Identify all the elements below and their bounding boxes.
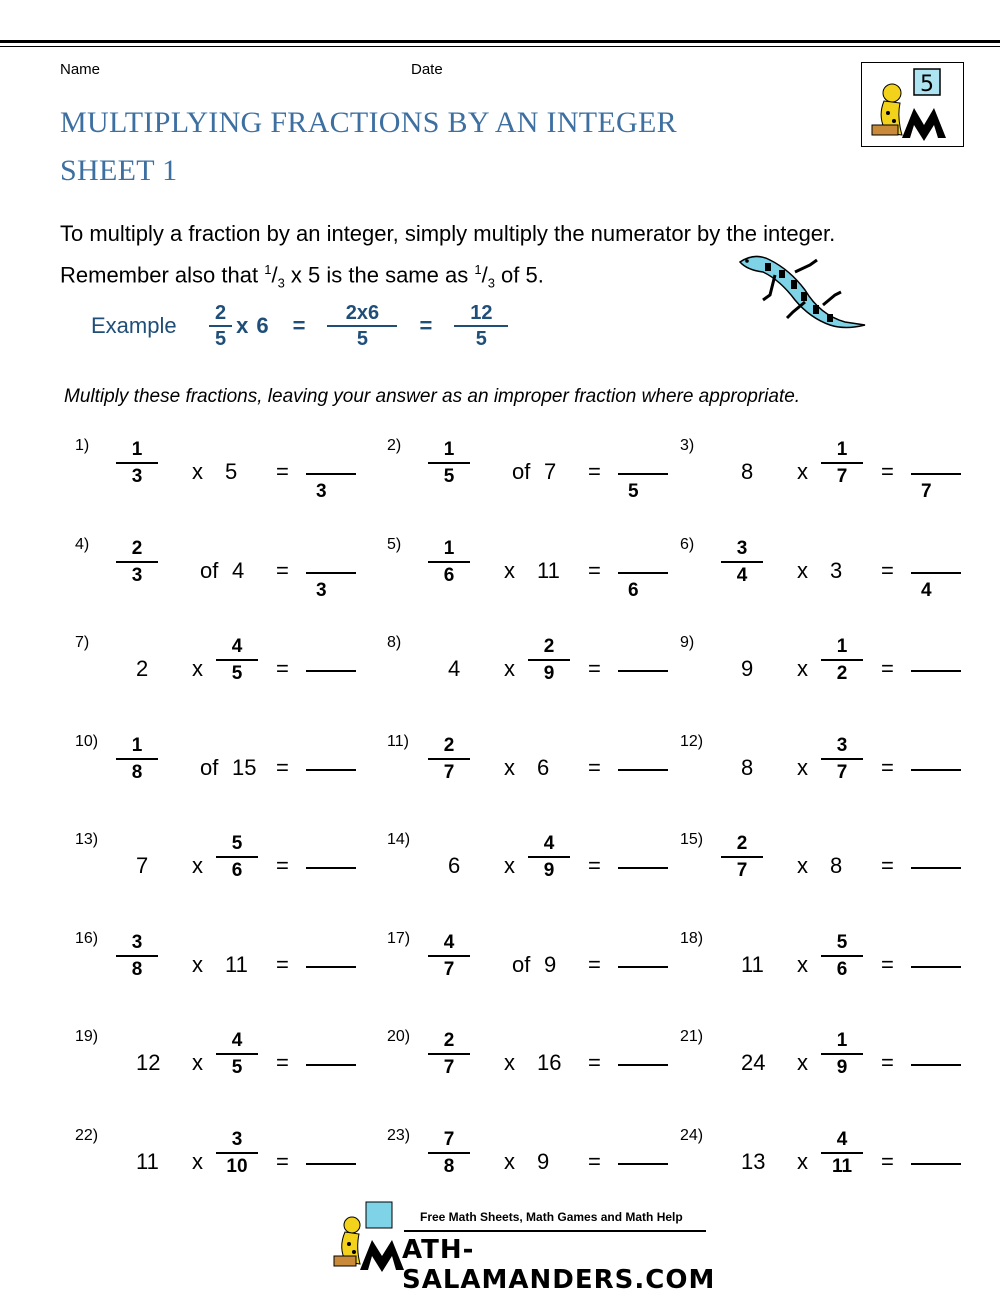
equals-sign: = [881,952,894,977]
integer-value: 3 [830,558,843,583]
question-number: 2) [387,437,402,454]
operator-times: x [797,656,808,681]
question-number: 22) [75,1127,99,1144]
equals-sign: = [276,1149,289,1174]
question-fraction [216,634,258,686]
equals-sign: = [276,755,289,780]
fraction-denominator: 8 [443,1156,455,1177]
question-12 [675,733,995,803]
fraction-denominator: 5 [231,663,243,684]
question-number: 5) [387,536,402,553]
question-18 [675,930,995,1000]
question-5 [382,536,702,606]
fraction-numerator: 5 [231,833,243,854]
grade-badge: 5 [920,72,934,97]
fraction-numerator: 4 [231,1030,243,1051]
answer-blank[interactable] [618,867,668,869]
question-number: 13) [75,831,99,848]
operator-times: x [797,459,808,484]
question-number: 3) [680,437,695,454]
integer-value: 8 [741,755,754,780]
fraction-denominator: 3 [131,466,143,487]
fraction-numerator: 7 [443,1129,455,1150]
footer-tagline: Free Math Sheets, Math Games and Math Help [420,1210,683,1224]
header-rule-thin [0,46,1000,47]
equals-sign: = [881,459,894,484]
fraction-denominator: 3 [131,565,143,586]
integer-value: 4 [448,656,461,681]
operator-of: of [200,755,219,780]
answer-blank[interactable] [618,769,668,771]
answer-blank[interactable] [618,1163,668,1165]
fraction-numerator: 4 [443,932,455,953]
question-fraction [721,536,763,588]
answer-blank[interactable] [306,966,356,968]
question-number: 23) [387,1127,411,1144]
fraction-denominator: 2 [836,663,848,684]
question-fraction [528,634,570,686]
answer-blank[interactable] [306,1163,356,1165]
integer-value: 9 [544,952,557,977]
question-number: 6) [680,536,695,553]
fraction-numerator: 2 [443,735,455,756]
example-fraction: $\frac{2}{5}$ [209,301,232,351]
integer-value: 11 [537,558,560,583]
answer-blank[interactable] [911,966,961,968]
equals-sign: = [881,558,894,583]
operator-times: x [504,656,515,681]
fraction-numerator: 1 [443,439,455,460]
fraction-numerator: 2 [443,1030,455,1051]
answer-blank[interactable] [911,572,961,574]
equals-sign: = [588,1149,601,1174]
equals-sign: = [588,755,601,780]
operator-times: x [797,558,808,583]
footer-logo [330,1200,716,1295]
answer-blank[interactable] [911,473,961,475]
question-fraction [116,437,158,489]
equals-sign: = [588,853,601,878]
question-fraction [821,930,863,982]
question-number: 21) [680,1028,704,1045]
equals-sign: = [588,1050,601,1075]
equals-sign: = [881,1149,894,1174]
fraction-numerator: 1 [443,538,455,559]
answer-blank[interactable] [306,769,356,771]
question-8 [382,634,702,704]
question-number: 17) [387,930,411,947]
fraction-numerator: 5 [836,932,848,953]
question-fraction [821,634,863,686]
integer-value: 6 [448,853,461,878]
operator-times: x [797,1149,808,1174]
operator-times: x [504,1050,515,1075]
operator-times: x [504,1149,515,1174]
equals-sign: = [276,1050,289,1075]
answer-denominator: 4 [921,580,932,601]
equals-sign: = [881,755,894,780]
fraction-numerator: 3 [736,538,748,559]
question-number: 9) [680,634,695,651]
question-fraction [216,1127,258,1179]
question-number: 24) [680,1127,704,1144]
question-22 [70,1127,390,1197]
answer-blank[interactable] [911,867,961,869]
question-number: 4) [75,536,90,553]
equals-sign: = [588,656,601,681]
equals-sign: = [276,952,289,977]
question-number: 19) [75,1028,99,1045]
integer-value: 7 [136,853,149,878]
integer-value: 5 [225,459,238,484]
question-7 [70,634,390,704]
fraction-numerator: 1 [131,439,143,460]
question-fraction [721,831,763,883]
question-fraction [428,733,470,785]
example-label: Example [91,313,177,338]
operator-times: x [192,853,203,878]
answer-blank[interactable] [911,1163,961,1165]
question-fraction [216,1028,258,1080]
fraction-numerator: 1 [836,439,848,460]
fraction-denominator: 7 [836,762,848,783]
integer-value: 7 [544,459,557,484]
fraction-numerator: 1 [836,636,848,657]
fraction-numerator: 3 [131,932,143,953]
question-9 [675,634,995,704]
fraction-numerator: 4 [543,833,555,854]
page-subtitle: SHEET 1 [60,154,178,187]
answer-blank[interactable] [911,670,961,672]
date-label: Date [411,61,443,78]
question-24 [675,1127,995,1197]
question-fraction [428,1028,470,1080]
operator-times: x [504,558,515,583]
question-number: 7) [75,634,90,651]
question-21 [675,1028,995,1098]
question-15 [675,831,995,901]
instructions: Multiply these fractions, leaving your answer as an improper fraction where appropriate. [64,386,801,407]
question-number: 16) [75,930,99,947]
question-number: 1) [75,437,90,454]
answer-denominator: 3 [316,481,327,502]
question-fraction [821,1127,863,1179]
name-label: Name [60,61,101,78]
operator-of: of [200,558,219,583]
intro-line-1: To multiply a fraction by an integer, simply multiply the numerator by the integer. [60,221,836,246]
fraction-numerator: 3 [231,1129,243,1150]
integer-value: 12 [136,1050,161,1075]
example-operator: x [236,313,249,338]
question-19 [70,1028,390,1098]
fraction-denominator: 6 [443,565,455,586]
operator-times: x [797,755,808,780]
operator-times: x [192,952,203,977]
equals-sign: = [276,459,289,484]
fraction-denominator: 9 [543,860,555,881]
equals-sign: = [588,952,601,977]
intro-line-2: Remember also that $^1/_3$ x 5 is the same as $^1/_3$ of 5. [60,262,544,291]
answer-blank[interactable] [618,572,668,574]
equals-sign: = [881,1050,894,1075]
answer-blank[interactable] [618,670,668,672]
fraction-denominator: 7 [836,466,848,487]
fraction-denominator: 7 [443,959,455,980]
example-integer: 6 [256,313,269,338]
equals-sign: = [588,459,601,484]
footer-rule [404,1230,706,1232]
integer-value: 2 [136,656,149,681]
question-fraction [116,733,158,785]
question-number: 20) [387,1028,411,1045]
question-6 [675,536,995,606]
question-fraction [821,437,863,489]
question-20 [382,1028,702,1098]
footer-brand: ATH-SALAMANDERS.COM [402,1235,716,1295]
fraction-denominator: 11 [831,1156,853,1177]
answer-denominator: 3 [316,580,327,601]
fraction-denominator: 7 [443,1057,455,1078]
question-3 [675,437,995,507]
header-rule-thick [0,40,1000,43]
fraction-numerator: 1 [836,1030,848,1051]
answer-blank[interactable] [306,473,356,475]
operator-times: x [192,1149,203,1174]
operator-times: x [192,656,203,681]
integer-value: 11 [136,1149,159,1174]
question-number: 15) [680,831,704,848]
operator-times: x [504,853,515,878]
integer-value: 9 [741,656,754,681]
fraction-denominator: 9 [836,1057,848,1078]
operator-times: x [504,755,515,780]
fraction-denominator: 9 [543,663,555,684]
equals-sign: = [276,853,289,878]
answer-blank[interactable] [306,572,356,574]
integer-value: 16 [537,1050,562,1075]
question-number: 12) [680,733,704,750]
question-16 [70,930,390,1000]
operator-times: x [192,1050,203,1075]
example-row [91,296,508,356]
equals-sign: = [276,558,289,583]
question-13 [70,831,390,901]
question-fraction [116,536,158,588]
question-fraction [821,1028,863,1080]
example-equals-1: = [292,313,306,338]
integer-value: 6 [537,755,550,780]
integer-value: 9 [537,1149,550,1174]
equals-sign: = [276,656,289,681]
question-number: 8) [387,634,402,651]
fraction-denominator: 7 [443,762,455,783]
answer-blank[interactable] [911,1064,961,1066]
fraction-denominator: 8 [131,959,143,980]
equals-sign: = [881,656,894,681]
integer-value: 13 [741,1149,766,1174]
fraction-numerator: 2 [736,833,748,854]
integer-value: 4 [232,558,245,583]
example-working-fraction: $\frac{2x6}{5}$ [327,301,397,351]
question-fraction [528,831,570,883]
question-fraction [428,930,470,982]
operator-times: x [797,1050,808,1075]
operator-times: x [797,952,808,977]
question-fraction [216,831,258,883]
question-1 [70,437,390,507]
fraction-denominator: 6 [231,860,243,881]
fraction-denominator: 4 [736,565,748,586]
question-10 [70,733,390,803]
integer-value: 11 [225,952,248,977]
question-23 [382,1127,702,1197]
integer-value: 24 [741,1050,766,1075]
fraction-denominator: 5 [443,466,455,487]
answer-blank[interactable] [911,769,961,771]
question-number: 18) [680,930,704,947]
question-fraction [116,930,158,982]
answer-denominator: 6 [628,580,639,601]
fraction-numerator: 4 [836,1129,848,1150]
question-fraction [428,536,470,588]
fraction-denominator: 8 [131,762,143,783]
example-result-fraction: $\frac{12}{5}$ [454,301,508,351]
answer-blank[interactable] [618,966,668,968]
fraction-numerator: 3 [836,735,848,756]
answer-blank[interactable] [306,670,356,672]
answer-blank[interactable] [618,1064,668,1066]
answer-blank[interactable] [306,1064,356,1066]
operator-of: of [512,459,531,484]
fraction-numerator: 4 [231,636,243,657]
operator-times: x [797,853,808,878]
question-fraction [821,733,863,785]
question-14 [382,831,702,901]
equals-sign: = [881,853,894,878]
equals-sign: = [588,558,601,583]
question-fraction [428,437,470,489]
question-2 [382,437,702,507]
question-number: 11) [387,733,409,750]
answer-blank[interactable] [306,867,356,869]
salamander-teacher-icon [862,63,963,146]
example-equals-2: = [419,313,433,338]
fraction-denominator: 7 [736,860,748,881]
question-fraction [428,1127,470,1179]
integer-value: 8 [830,853,843,878]
grade-logo [861,62,964,147]
fraction-numerator: 2 [543,636,555,657]
fraction-denominator: 10 [226,1156,248,1177]
salamander-icon [735,250,870,335]
page-title: MULTIPLYING FRACTIONS BY AN INTEGER [60,106,677,139]
operator-of: of [512,952,531,977]
question-17 [382,930,702,1000]
question-number: 10) [75,733,99,750]
operator-times: x [192,459,203,484]
integer-value: 15 [232,755,257,780]
fraction-numerator: 1 [131,735,143,756]
question-number: 14) [387,831,411,848]
answer-denominator: 7 [921,481,932,502]
question-4 [70,536,390,606]
answer-denominator: 5 [628,481,639,502]
integer-value: 11 [741,952,764,977]
fraction-numerator: 2 [131,538,143,559]
integer-value: 8 [741,459,754,484]
fraction-denominator: 5 [231,1057,243,1078]
fraction-denominator: 6 [836,959,848,980]
footer-salamander-icon [330,1200,405,1272]
question-11 [382,733,702,803]
answer-blank[interactable] [618,473,668,475]
